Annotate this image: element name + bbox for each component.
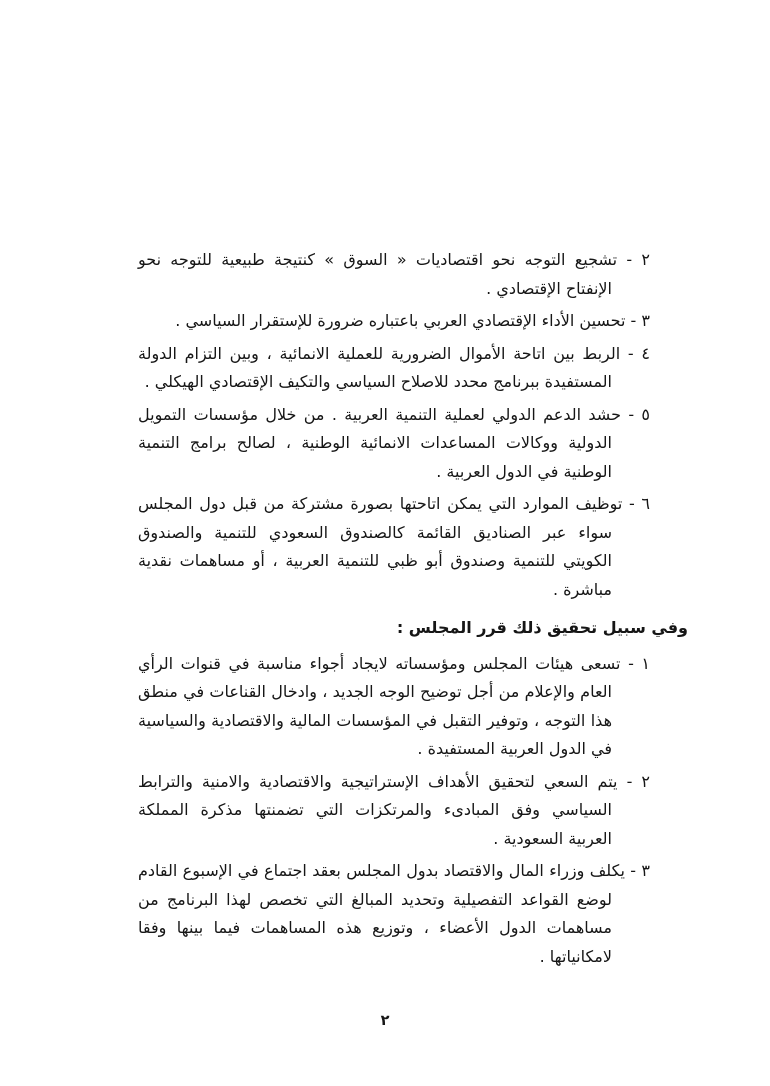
list-item bbox=[138, 246, 650, 303]
item-text: الربط بين اتاحة الأموال الضرورية للعملية الانمائية ، وبين التزام الدولة المستفيدة ببرنامج محدد للاصلاح السياسي والتكيف الإقتصادي الهيكلي . bbox=[138, 343, 621, 391]
item-number: ٦ - bbox=[628, 494, 651, 513]
list-item bbox=[138, 401, 650, 487]
item-text: حشد الدعم الدولي لعملية التنمية العربية . من خلال مؤسسات التمويل الدولية ووكالات المساعدات الانمائية الوطنية ، لصالح برامج التنمية الوطنية في الدول العربية . bbox=[138, 404, 621, 481]
item-number: ٥ - bbox=[628, 404, 651, 424]
item-number: ٤ - bbox=[627, 343, 650, 363]
item-number: ١ - bbox=[628, 653, 650, 673]
item-text: تسعى هيئات المجلس ومؤسساته لايجاد أجواء مناسبة في قنوات الرأي العام والإعلام من أجل توضيح الوجه الجديد ، وادخال القناعات في منطق هذا التوجه ، وتوفير التقبل في المؤسسات المالية والاقتصادية والسياسية في الدول العربية المستفيدة . bbox=[138, 653, 621, 758]
item-text: يتم السعي لتحقيق الأهداف الإستراتيجية والاقتصادية والامنية والترابط السياسي وفق المبادىء والمرتكزات التي تضمنتها مذكرة المملكة العربية السعودية . bbox=[138, 771, 618, 848]
item-text: تحسين الأداء الإقتصادي العربي باعتباره ضرورة للإستقرار السياسي . bbox=[175, 311, 626, 330]
list-item bbox=[138, 768, 650, 854]
item-number: ٢ - bbox=[626, 771, 651, 791]
document-body bbox=[138, 246, 688, 975]
list-item bbox=[138, 307, 650, 336]
item-number: ٣ - bbox=[630, 311, 650, 330]
list-item bbox=[138, 650, 650, 764]
page-number: ٢ bbox=[380, 1013, 390, 1029]
item-number: ٢ - bbox=[626, 250, 651, 269]
list-item bbox=[138, 490, 650, 604]
item-text: توظيف الموارد التي يمكن اتاحتها بصورة مشتركة من قبل دول المجلس سواء عبر الصناديق القائمة كالصندوق السعودي للتنمية والصندوق الكويتي للتنمية وصندوق أبو ظبي للتنمية العربية ، أو مساهمات نقدية مباشرة . bbox=[138, 494, 623, 599]
item-text: تشجيع التوجه نحو اقتصاديات « السوق » كنتيجة طبيعية للتوجه نحو الإنفتاح الإقتصادي . bbox=[138, 250, 618, 298]
item-text: يكلف وزراء المال والاقتصاد بدول المجلس بعقد اجتماع في الإسبوع القادم لوضع القواعد التفصيلية وتحديد المبالغ التي تخصص لهذا البرنامج من مساهمات الدول الأعضاء ، وتوزيع هذه المساهمات فيما بينها وفقا لامكانياتها . bbox=[138, 861, 625, 966]
list-item bbox=[138, 340, 650, 397]
section-heading: وفي سبيل تحقيق ذلك قرر المجلس : bbox=[396, 618, 688, 637]
list-item bbox=[138, 857, 650, 971]
item-number: ٣ - bbox=[630, 861, 651, 880]
